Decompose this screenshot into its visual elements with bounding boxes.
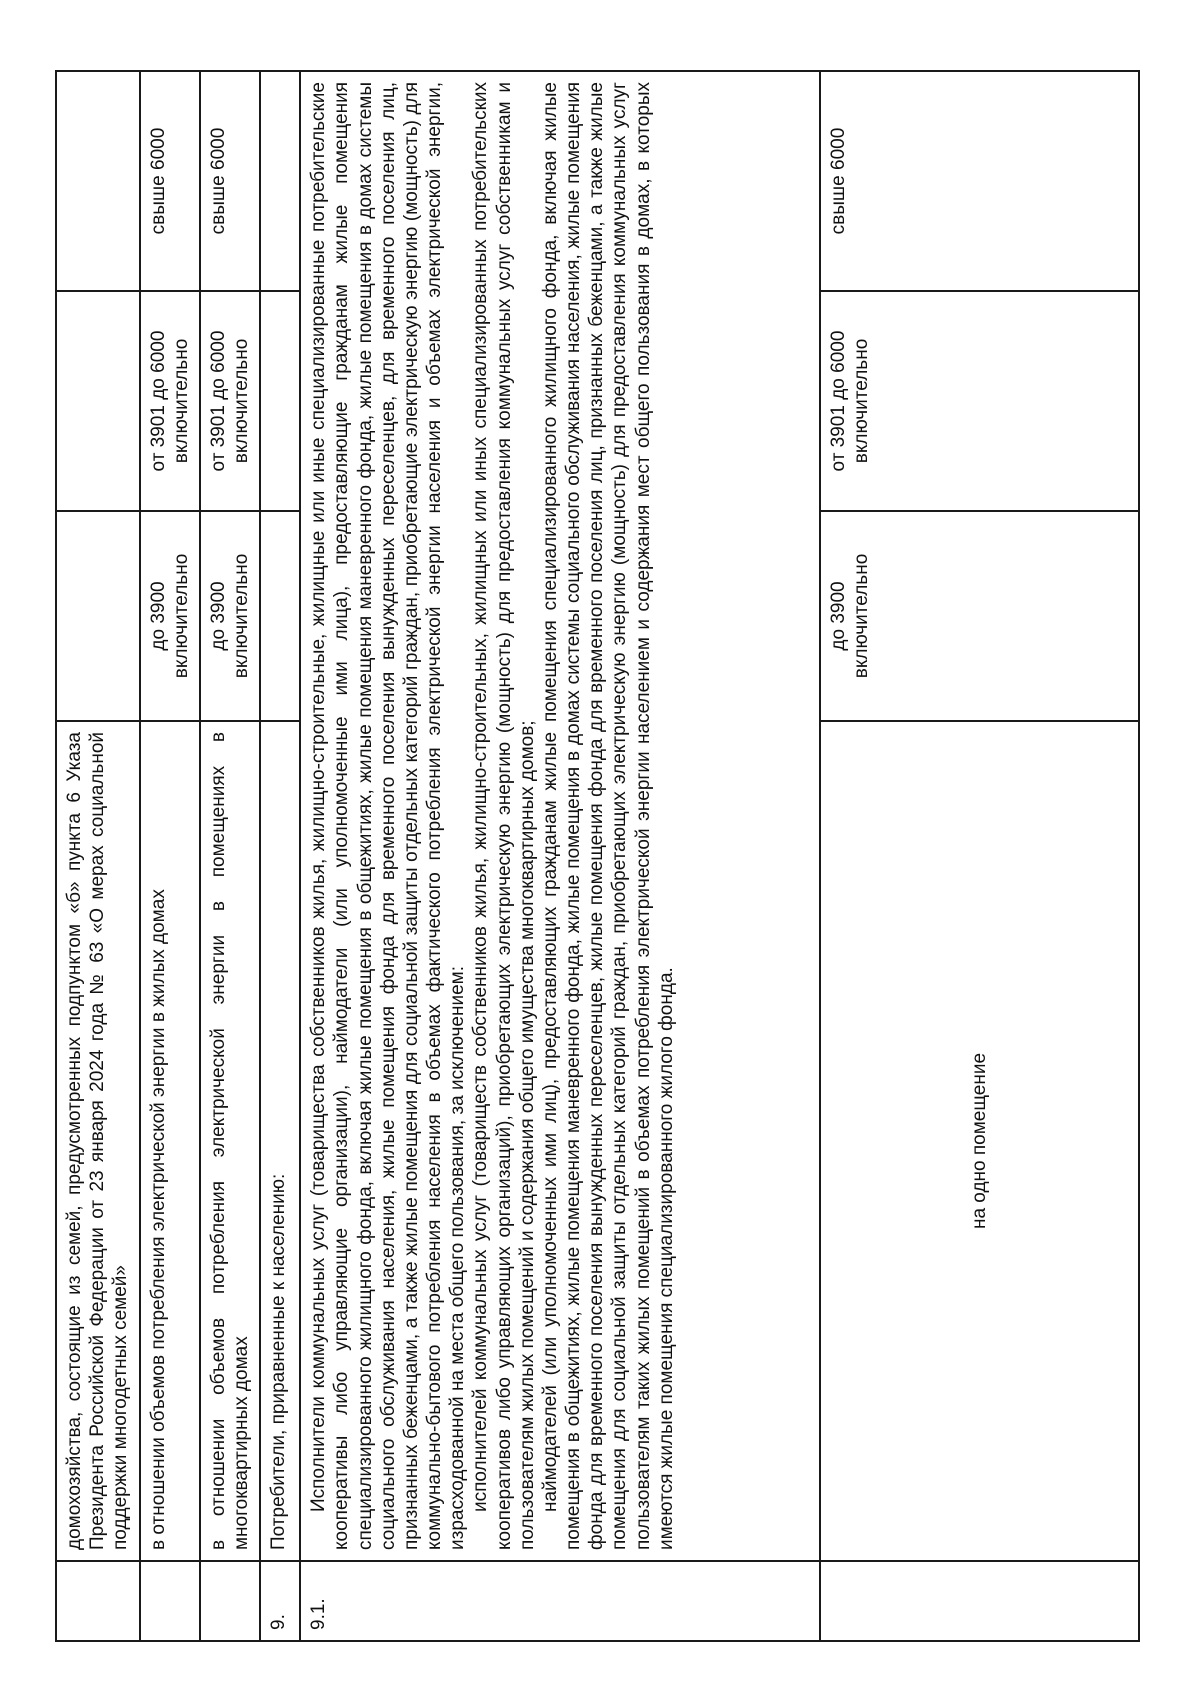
volume-range-2: от 3901 до 6000 включительно <box>820 291 1139 511</box>
volume-range-1 <box>56 511 140 721</box>
table-row <box>820 71 1139 1641</box>
row-description: домохозяйства, состоящие из семей, предусмотренных подпунктом «б» пункта 6 Указа Президента Российской Федерации от 23 января 2024 года № 63 «О мерах социальной поддержки многодетных семей» <box>56 721 140 1561</box>
table-row <box>300 71 820 1641</box>
table-row <box>260 71 300 1641</box>
row-number: 9. <box>260 1561 300 1641</box>
volume-range-2: от 3901 до 6000 включительно <box>200 291 260 511</box>
volume-range-2 <box>260 291 300 511</box>
volume-range-3: свыше 6000 <box>200 71 260 291</box>
row-number: 9.1. <box>300 1561 820 1641</box>
row-number <box>820 1561 1139 1641</box>
tariff-table-sheet <box>55 72 1140 1642</box>
volume-range-1: до 3900 включительно <box>140 511 200 721</box>
row-number <box>200 1561 260 1641</box>
volume-range-1 <box>260 511 300 721</box>
volume-range-1: до 3900 включительно <box>820 511 1139 721</box>
volume-range-1: до 3900 включительно <box>200 511 260 721</box>
volume-range-3: свыше 6000 <box>140 71 200 291</box>
tariff-table <box>55 70 1140 1642</box>
row-number <box>56 1561 140 1641</box>
row-description: на одно помещение <box>820 721 1139 1561</box>
volume-range-2: от 3901 до 6000 включительно <box>140 291 200 511</box>
volume-range-2 <box>56 291 140 511</box>
paragraph: наймодателей (или уполномоченных ими лиц), предоставляющих гражданам жилые помещения специализированного жилищного фонда, включая жилые помещения в общежитиях, жилые помещения маневренного фонда, жилые помещения в домах системы социального обслуживания населения, жилые помещения фонда для временного поселения вынужденных переселенцев, жилые помещения фонда для временного поселения лиц, признанных беженцами, а также жилые помещения для социальной защиты отдельных категорий граждан, приобретающих электрическую энергию (мощность) для предоставления коммунальных услуг пользователям таких жилых помещений в объемах потребления электрической энергии населением и содержания мест общего пользования в домах, в которых имеются жилые помещения специализированного жилого фонда. <box>539 82 677 1550</box>
paragraph: Исполнители коммунальных услуг (товарищества собственников жилья, жилищно-строительные, жилищные или иные специализированные потребительские кооперативы либо управляющие организации), наймодатели (или уполномоченные ими лица), предоставляющие гражданам жилые помещения специализированного жилищного фонда, включая жилые помещения в общежитиях, жилые помещения маневренного фонда, жилые помещения в домах системы социального обслуживания населения, жилые помещения фонда для временного поселения вынужденных переселенцев, для временного поселения лиц, признанных беженцами, а также жилые помещения для социальной защиты отдельных категорий граждан, приобретающие электрическую энергию (мощность) для коммунально-бытового потребления населения в объемах фактического потребления электрической энергии населения и объемах электрической энергии, израсходованной на места общего пользования, за исключением: <box>308 82 469 1550</box>
volume-range-3 <box>260 71 300 291</box>
table-row <box>56 71 140 1641</box>
paragraph: исполнителей коммунальных услуг (товариществ собственников жилья, жилищно-строительных, жилищных или иных специализированных потребительских кооперативов либо управляющих организаций), приобретающих электрическую энергию (мощность) для предоставления коммунальных услуг собственникам и пользователям жилых помещений и содержания общего имущества многоквартирных домов; <box>470 82 538 1550</box>
volume-range-3 <box>56 71 140 291</box>
row-description: в отношении объемов потребления электрической энергии в жилых домах <box>140 721 200 1561</box>
row-description <box>300 71 820 1561</box>
row-description: в отношении объемов потребления электрической энергии в помещениях в многоквартирных домах <box>200 721 260 1561</box>
row-description: Потребители, приравненные к населению: <box>260 721 300 1561</box>
row-number <box>140 1561 200 1641</box>
table-row <box>200 71 260 1641</box>
table-row <box>140 71 200 1641</box>
volume-range-3: свыше 6000 <box>820 71 1139 291</box>
